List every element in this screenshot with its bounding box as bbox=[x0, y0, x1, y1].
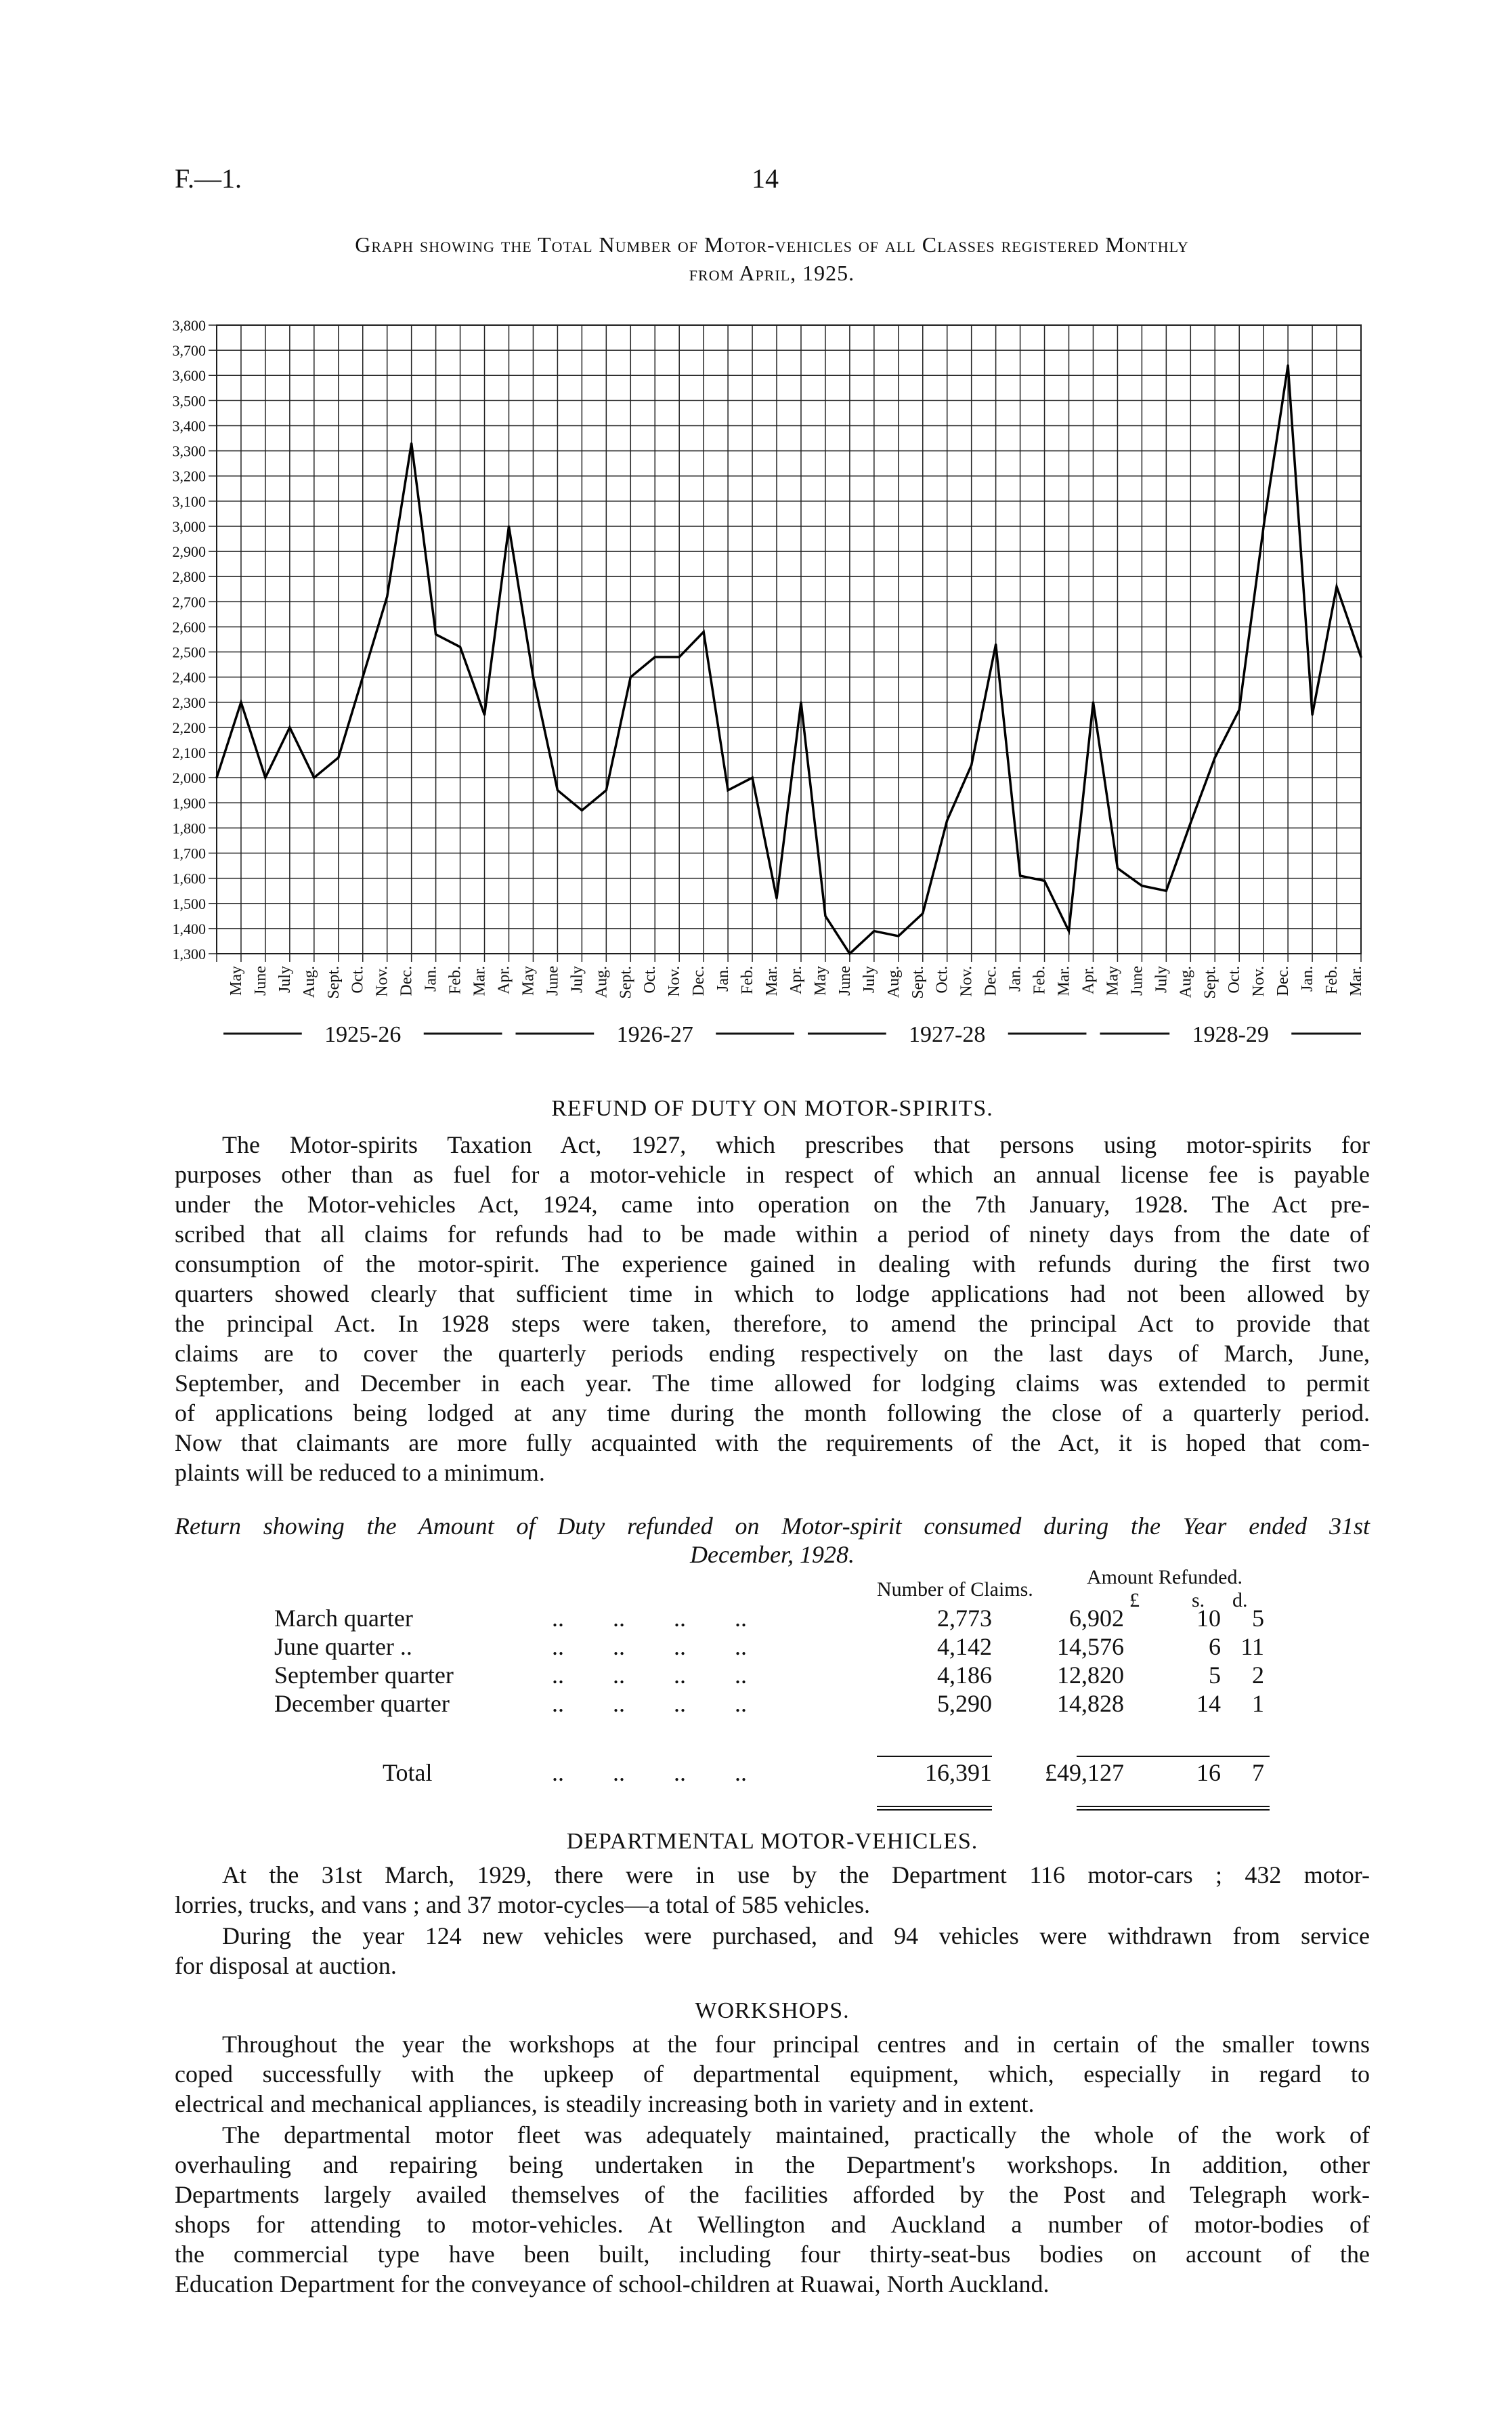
data-point bbox=[678, 656, 681, 658]
y-tick-label: 1,300 bbox=[172, 946, 206, 962]
workshops-paragraph-2-line: the commercial type have been built, including four thirty-seat-bus bodies on account of the bbox=[175, 2241, 1370, 2268]
data-point bbox=[264, 777, 266, 779]
y-tick-label: 1,900 bbox=[172, 795, 206, 812]
x-tick-label: Jan. bbox=[422, 966, 440, 992]
data-point bbox=[630, 676, 632, 678]
data-point bbox=[508, 525, 510, 527]
data-point bbox=[848, 953, 850, 955]
x-tick-label: Sept. bbox=[1201, 966, 1219, 999]
plot-frame bbox=[217, 325, 1361, 954]
refund-paragraph-line: scribed that all claims for refunds had to be made within a period of ninety days from the date of bbox=[175, 1221, 1370, 1248]
data-point bbox=[922, 912, 924, 914]
y-tick-label: 2,000 bbox=[172, 769, 206, 787]
row-label: December quarter bbox=[274, 1690, 450, 1717]
refund-paragraph-line: the principal Act. In 1928 steps were taken, therefore, to amend the principal Act to provide that bbox=[175, 1310, 1370, 1337]
y-tick-label: 2,400 bbox=[172, 669, 206, 686]
y-tick-label: 3,600 bbox=[172, 367, 206, 385]
y-tick-label: 1,800 bbox=[172, 820, 206, 837]
x-tick-label: Nov. bbox=[373, 966, 391, 997]
vehicles-paragraph-2 bbox=[175, 1921, 1370, 1981]
vehicles-heading: DEPARTMENTAL MOTOR-VEHICLES. bbox=[566, 1829, 978, 1854]
data-point bbox=[1141, 885, 1143, 887]
x-tick-label: Nov. bbox=[1250, 966, 1268, 997]
x-tick-label: Apr. bbox=[787, 966, 805, 994]
row-pounds: 12,820 bbox=[1057, 1662, 1124, 1689]
data-point bbox=[581, 809, 583, 811]
data-point bbox=[1043, 880, 1045, 882]
data-point bbox=[459, 646, 461, 648]
x-tick-label: Mar. bbox=[471, 966, 489, 996]
registrations-line-chart bbox=[0, 0, 1512, 1084]
y-tick-label: 1,400 bbox=[172, 920, 206, 937]
y-tick-label: 2,900 bbox=[172, 543, 206, 561]
workshops-paragraph-2-line: overhauling and repairing being undertaken in the Department's workshops. In addition, other bbox=[175, 2151, 1370, 2178]
col-header-amount: Amount Refunded. bbox=[1087, 1566, 1243, 1588]
graph-title-line2: from April, 1925. bbox=[689, 261, 855, 285]
row-claims: 2,773 bbox=[937, 1605, 992, 1632]
row-shillings: 10 bbox=[1196, 1605, 1221, 1632]
x-tick-label: July bbox=[1152, 966, 1171, 994]
y-tick-label: 3,500 bbox=[172, 392, 206, 410]
data-point bbox=[386, 595, 388, 597]
data-point bbox=[776, 897, 778, 900]
y-tick-label: 3,100 bbox=[172, 492, 206, 510]
x-tick-label: Sept. bbox=[324, 966, 343, 999]
x-tick-label: Sept. bbox=[909, 966, 927, 999]
data-point bbox=[1190, 822, 1192, 824]
x-tick-label: Apr. bbox=[1079, 966, 1098, 994]
x-tick-label: May bbox=[227, 966, 245, 996]
year-group-label: 1926-27 bbox=[616, 1022, 693, 1047]
y-tick-label: 2,600 bbox=[172, 618, 206, 636]
y-tick-label: 3,800 bbox=[172, 317, 206, 334]
refund-paragraph-line: plaints will be reduced to a minimum. bbox=[175, 1459, 545, 1486]
vehicles-paragraph-2-line: During the year 124 new vehicles were purchased, and 94 vehicles were withdrawn from service bbox=[222, 1922, 1370, 1949]
data-point bbox=[800, 701, 802, 703]
x-tick-label: May bbox=[1104, 966, 1122, 996]
data-point bbox=[1117, 867, 1119, 869]
y-tick-label: 2,200 bbox=[172, 719, 206, 736]
refund-paragraph-line: under the Motor-vehicles Act, 1924, came into operation on the 7th January, 1928. The Act pre- bbox=[175, 1191, 1370, 1218]
refund-paragraph-line: claims are to cover the quarterly periods ending respectively on the last days of March, June, bbox=[175, 1340, 1370, 1367]
data-point bbox=[362, 676, 364, 678]
col-unit-pence: d. bbox=[1232, 1589, 1248, 1611]
col-unit-shillings: s. bbox=[1192, 1589, 1205, 1611]
data-point bbox=[1312, 714, 1314, 716]
row-pounds: 14,576 bbox=[1057, 1633, 1124, 1660]
return-title-line1: Return showing the Amount of Duty refunded on Motor-spirit consumed during the Year ended 31st bbox=[175, 1512, 1370, 1540]
data-point bbox=[435, 633, 437, 635]
workshops-paragraph-1-line: coped successfully with the upkeep of departmental equipment, which, especially in regard to bbox=[175, 2060, 1370, 2088]
data-point bbox=[1092, 701, 1094, 703]
data-point bbox=[897, 935, 899, 937]
graph-title-line1: Graph showing the Total Number of Motor-vehicles of all Classes registered Monthly bbox=[355, 232, 1189, 257]
data-point bbox=[995, 643, 997, 646]
year-group-label: 1925-26 bbox=[324, 1022, 402, 1047]
x-tick-label: Mar. bbox=[1347, 966, 1365, 996]
x-tick-label: Mar. bbox=[1055, 966, 1073, 996]
y-tick-label: 3,200 bbox=[172, 467, 206, 485]
refund-paragraph-line: purposes other than as fuel for a motor-vehicle in respect of which an annual license fee is payable bbox=[175, 1161, 1370, 1188]
x-tick-label: Oct. bbox=[349, 966, 367, 994]
return-title-line2: December, 1928. bbox=[690, 1541, 855, 1568]
y-tick-label: 2,300 bbox=[172, 694, 206, 711]
data-point bbox=[1019, 874, 1021, 876]
y-tick-label: 2,700 bbox=[172, 593, 206, 611]
series-line bbox=[217, 365, 1361, 954]
refund-paragraph-line: consumption of the motor-spirit. The experience gained in dealing with refunds during the first two bbox=[175, 1250, 1370, 1277]
x-tick-label: Aug. bbox=[592, 966, 611, 998]
x-tick-label: June bbox=[544, 966, 562, 996]
data-point bbox=[703, 631, 705, 633]
x-tick-label: Oct. bbox=[933, 966, 951, 994]
leader-dots: .. .. .. .. bbox=[552, 1605, 747, 1632]
leader-dots: .. .. .. .. bbox=[552, 1690, 747, 1717]
y-tick-label: 1,700 bbox=[172, 845, 206, 862]
x-tick-label: Oct. bbox=[1226, 966, 1244, 994]
x-tick-label: June bbox=[836, 966, 854, 996]
data-point bbox=[946, 820, 948, 822]
row-pence: 1 bbox=[1252, 1690, 1264, 1717]
y-tick-label: 3,300 bbox=[172, 442, 206, 460]
workshops-paragraph-2-line: Education Department for the conveyance of school-children at Ruawai, North Auckland. bbox=[175, 2270, 1050, 2298]
document-reference: F.—1. bbox=[175, 163, 242, 194]
page-number: 14 bbox=[752, 163, 779, 194]
x-tick-label: Feb. bbox=[1031, 966, 1049, 994]
data-point bbox=[337, 757, 339, 759]
row-pence: 5 bbox=[1252, 1605, 1264, 1632]
refund-paragraph-line: September, and December in each year. The time allowed for lodging claims was extended to permit bbox=[175, 1370, 1370, 1397]
row-shillings: 5 bbox=[1209, 1662, 1221, 1689]
row-pence: 2 bbox=[1252, 1662, 1264, 1689]
x-tick-label: Dec. bbox=[1274, 966, 1293, 996]
data-point bbox=[288, 726, 290, 728]
x-tick-label: Feb. bbox=[1323, 966, 1341, 994]
x-tick-label: July bbox=[860, 966, 878, 994]
x-tick-label: July bbox=[276, 966, 294, 994]
data-point bbox=[313, 777, 315, 779]
data-point bbox=[605, 789, 607, 791]
data-point bbox=[410, 442, 412, 444]
data-point bbox=[1336, 586, 1338, 588]
data-point bbox=[1068, 930, 1070, 932]
row-shillings: 6 bbox=[1209, 1633, 1221, 1660]
y-tick-label: 3,000 bbox=[172, 517, 206, 535]
y-tick-label: 1,600 bbox=[172, 870, 206, 887]
x-tick-label: Jan. bbox=[1006, 966, 1024, 992]
x-tick-label: Jan. bbox=[1299, 966, 1317, 992]
y-tick-label: 3,700 bbox=[172, 342, 206, 360]
data-point bbox=[654, 656, 656, 658]
x-tick-label: Nov. bbox=[666, 966, 684, 997]
vehicles-paragraph-1-line: At the 31st March, 1929, there were in use by the Department 116 motor-cars ; 432 motor- bbox=[222, 1861, 1370, 1888]
leader-dots: .. .. .. .. bbox=[552, 1633, 747, 1660]
x-tick-label: Mar. bbox=[763, 966, 781, 996]
row-pounds: 6,902 bbox=[1069, 1605, 1124, 1632]
x-tick-label: Jan. bbox=[714, 966, 733, 992]
refund-paragraph bbox=[175, 1130, 1370, 1487]
row-claims: 4,186 bbox=[937, 1662, 992, 1689]
workshops-paragraph-2-line: shops for attending to motor-vehicles. At Wellington and Auckland a number of motor-bodies of bbox=[175, 2211, 1370, 2238]
row-label: March quarter bbox=[274, 1605, 413, 1632]
row-claims: 5,290 bbox=[937, 1690, 992, 1717]
row-label: June quarter .. bbox=[274, 1633, 412, 1660]
row-pence: 7 bbox=[1252, 1759, 1264, 1786]
row-pounds: 14,828 bbox=[1057, 1690, 1124, 1717]
data-point bbox=[727, 789, 729, 791]
data-point bbox=[532, 676, 534, 678]
vehicles-paragraph-1 bbox=[175, 1860, 1370, 1920]
y-tick-label: 2,100 bbox=[172, 744, 206, 762]
leader-dots: .. .. .. .. bbox=[552, 1662, 747, 1689]
data-point bbox=[824, 915, 826, 917]
x-tick-label: Aug. bbox=[884, 966, 903, 998]
x-tick-label: Aug. bbox=[1177, 966, 1195, 998]
data-point bbox=[752, 777, 754, 779]
x-tick-label: June bbox=[251, 966, 269, 996]
x-tick-label: Nov. bbox=[957, 966, 976, 997]
workshops-heading: WORKSHOPS. bbox=[695, 1998, 850, 2023]
data-point bbox=[483, 714, 485, 716]
y-tick-label: 2,800 bbox=[172, 568, 206, 586]
refund-paragraph-line: Now that claimants are more fully acquainted with the requirements of the Act, it is hoped that com- bbox=[175, 1429, 1370, 1456]
row-pence: 11 bbox=[1240, 1633, 1264, 1660]
total-rule-claims bbox=[877, 1756, 992, 1757]
row-pounds: £49,127 bbox=[1045, 1759, 1124, 1786]
vehicles-paragraph-2-line: for disposal at auction. bbox=[175, 1952, 397, 1979]
row-label: September quarter bbox=[274, 1662, 454, 1689]
col-unit-pounds: £ bbox=[1129, 1589, 1140, 1611]
x-tick-label: Feb. bbox=[446, 966, 465, 994]
total-rule-amount bbox=[1077, 1756, 1270, 1757]
data-point bbox=[1165, 890, 1167, 892]
data-point bbox=[216, 777, 218, 779]
x-tick-label: Sept. bbox=[617, 966, 635, 999]
refund-paragraph-line: of applications being lodged at any time during the month following the close of a quarterly period. bbox=[175, 1399, 1370, 1426]
data-point bbox=[1263, 525, 1265, 527]
workshops-paragraph-1 bbox=[175, 2029, 1370, 2119]
row-shillings: 16 bbox=[1196, 1759, 1221, 1786]
row-shillings: 14 bbox=[1196, 1690, 1221, 1717]
y-tick-label: 2,500 bbox=[172, 643, 206, 661]
x-tick-label: Apr. bbox=[495, 966, 513, 994]
total-double-rule-amount bbox=[1077, 1806, 1270, 1811]
x-tick-label: Feb. bbox=[739, 966, 757, 994]
total-double-rule-claims bbox=[877, 1806, 992, 1811]
data-point bbox=[873, 930, 875, 932]
workshops-paragraph-1-line: Throughout the year the workshops at the four principal centres and in certain of the smaller towns bbox=[222, 2031, 1370, 2058]
x-tick-label: Dec. bbox=[690, 966, 708, 996]
x-tick-label: Oct. bbox=[641, 966, 660, 994]
data-point bbox=[1360, 656, 1362, 658]
x-tick-label: May bbox=[811, 966, 829, 996]
refund-heading: REFUND OF DUTY ON MOTOR-SPIRITS. bbox=[551, 1096, 993, 1121]
row-claims: 4,142 bbox=[937, 1633, 992, 1660]
year-group-label: 1928-29 bbox=[1192, 1022, 1269, 1047]
row-claims: 16,391 bbox=[925, 1759, 992, 1786]
data-point bbox=[1238, 708, 1240, 711]
col-header-claims: Number of Claims. bbox=[877, 1578, 1033, 1601]
return-title bbox=[175, 1512, 1370, 1569]
x-tick-label: Dec. bbox=[982, 966, 1000, 996]
data-point bbox=[240, 701, 242, 703]
row-label: Total bbox=[383, 1759, 433, 1786]
y-tick-label: 1,500 bbox=[172, 895, 206, 912]
refund-paragraph-line: quarters showed clearly that sufficient time in which to lodge applications had not been allowed by bbox=[175, 1280, 1370, 1307]
refund-paragraph-line: The Motor-spirits Taxation Act, 1927, which prescribes that persons using motor-spirits for bbox=[222, 1131, 1370, 1158]
data-point bbox=[970, 764, 972, 766]
y-tick-label: 3,400 bbox=[172, 417, 206, 435]
x-tick-label: Dec. bbox=[397, 966, 416, 996]
x-tick-label: May bbox=[519, 966, 538, 996]
workshops-paragraph-2-line: The departmental motor fleet was adequately maintained, practically the whole of the work of bbox=[222, 2121, 1370, 2149]
workshops-paragraph-2-line: Departments largely availed themselves of the facilities afforded by the Post and Telegraph work- bbox=[175, 2181, 1370, 2208]
x-tick-label: July bbox=[568, 966, 586, 994]
vehicles-paragraph-1-line: lorries, trucks, and vans ; and 37 motor-cycles—a total of 585 vehicles. bbox=[175, 1891, 871, 1918]
workshops-paragraph-2 bbox=[175, 2120, 1370, 2299]
leader-dots: .. .. .. .. bbox=[552, 1759, 747, 1786]
x-tick-label: Aug. bbox=[300, 966, 318, 998]
x-tick-label: June bbox=[1128, 966, 1146, 996]
data-point bbox=[557, 789, 559, 791]
year-group-label: 1927-28 bbox=[909, 1022, 986, 1047]
data-point bbox=[1214, 757, 1216, 759]
workshops-paragraph-1-line: electrical and mechanical appliances, is steadily increasing both in variety and in extent. bbox=[175, 2090, 1035, 2117]
data-point bbox=[1287, 364, 1289, 366]
